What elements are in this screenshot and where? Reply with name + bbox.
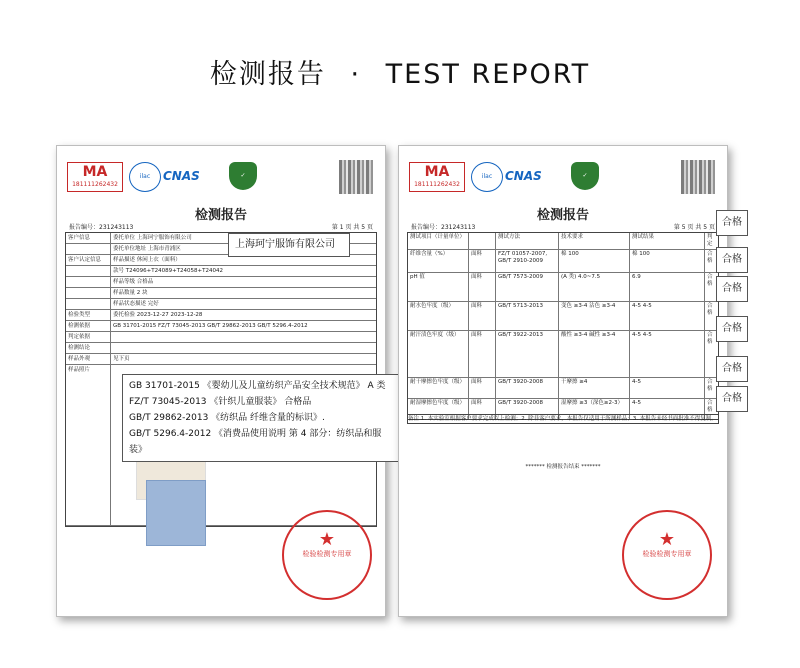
star-icon: ★	[318, 529, 336, 550]
standard-line: GB/T 5296.4-2012 《消费品使用说明 第 4 部分：纺织品和服装》	[129, 429, 382, 455]
header-cell: 技术要求	[559, 233, 630, 249]
table-row	[66, 332, 376, 343]
cell: 变色 ≥3-4 沾色 ≥3-4	[559, 302, 630, 330]
cell: 干摩擦 ≥4	[559, 378, 630, 398]
header-cell	[469, 233, 496, 249]
cell: 面料	[469, 273, 496, 301]
cell: FZ/T 01057-2007, GB/T 2910-2009	[496, 250, 559, 272]
star-icon: ★	[658, 529, 676, 550]
cell: 耐湿摩擦色牢度（级）	[408, 399, 469, 419]
cell: 4-5 4-5	[630, 331, 705, 377]
row-key: 判定依据	[66, 332, 111, 342]
cma-text: MA	[424, 164, 450, 180]
cma-logo	[409, 162, 465, 192]
e-commerce-certificate-icon: ✓	[229, 162, 257, 190]
cell: 面料	[469, 399, 496, 419]
report-number: 报告编号：231243113	[411, 224, 476, 231]
cell: 湿摩擦 ≥3（深色≥2-3）	[559, 399, 630, 419]
row-key	[66, 266, 111, 276]
cell: 4-5	[630, 399, 705, 419]
stamp-text: 检验检测专用章	[642, 550, 692, 558]
page-number: 第 1 页 共 5 页	[331, 224, 373, 231]
cell: 合格	[707, 274, 713, 287]
row-key: 检验类型	[66, 310, 111, 320]
cell: 合格	[707, 332, 713, 345]
cell: 耐干摩擦色牢度（级）	[408, 378, 469, 398]
row-key: 检测依据	[66, 321, 111, 331]
standard-line: FZ/T 73045-2013 《针织儿童服装》 合格品	[129, 397, 312, 407]
standard-line: GB/T 29862-2013 《纺织品 纤维含量的标识》.	[129, 413, 325, 423]
cell: GB/T 3922-2013	[496, 331, 559, 377]
table-row	[66, 354, 376, 365]
header-cell: 测试项目（计量单位）	[408, 233, 469, 249]
e-commerce-certificate-icon: ✓	[571, 162, 599, 190]
qr-code	[681, 160, 715, 194]
row-key	[66, 244, 111, 254]
table-row	[66, 277, 376, 288]
cell: 面料	[469, 378, 496, 398]
cma-number: 181111262432	[414, 181, 460, 188]
report-number: 报告编号：231243113	[69, 224, 134, 231]
cell: 合格	[707, 303, 713, 316]
pass-badge: 合格	[716, 276, 748, 302]
logo-row	[409, 162, 717, 198]
cell: pH 值	[408, 273, 469, 301]
cell: 面料	[469, 302, 496, 330]
cell: 4-5 4-5	[630, 302, 705, 330]
cell: 面料	[469, 331, 496, 377]
row-key: 客户信息	[66, 233, 111, 243]
row-value: 样品数量 2 块	[113, 290, 148, 296]
qr-code	[339, 160, 373, 194]
cell: GB/T 3920-2008	[496, 399, 559, 419]
results-table	[407, 232, 719, 420]
table-row	[66, 343, 376, 354]
cell: 合格	[707, 400, 713, 413]
header-cell: 测试方法	[496, 233, 559, 249]
table-header	[408, 233, 718, 250]
cell: (A 类) 4.0~7.5	[559, 273, 630, 301]
standard-line: GB 31701-2015 《婴幼儿及儿童纺织产品安全技术规范》 A 类	[129, 381, 386, 391]
cma-number: 181111262432	[72, 181, 118, 188]
report-title: 检测报告	[194, 208, 247, 223]
pass-badge: 合格	[716, 316, 748, 342]
page-number: 第 5 页 共 5 页	[673, 224, 715, 231]
cell: 6.9	[630, 273, 705, 301]
page-heading	[0, 52, 800, 91]
pass-badge: 合格	[716, 386, 748, 412]
row-value: 见下页	[113, 356, 130, 362]
table-row	[408, 302, 718, 331]
heading-en: TEST REPORT	[385, 59, 591, 90]
table-row	[66, 321, 376, 332]
row-key	[66, 299, 111, 309]
row-key: 客户认定信息	[66, 255, 111, 265]
table-row	[408, 250, 718, 273]
fabric-sample-blue	[146, 480, 206, 546]
logo-row	[67, 162, 375, 198]
row-value: 委托检验 2023-12-27 2023-12-28	[113, 312, 203, 318]
cell: 面料	[469, 250, 496, 272]
row-value: GB 31701-2015 FZ/T 73045-2013 GB/T 29862-2013 GB/T 5296.4-2012	[113, 323, 308, 329]
cell: GB/T 5713-2013	[496, 302, 559, 330]
cma-text: MA	[82, 164, 108, 180]
cell: GB/T 3920-2008	[496, 378, 559, 398]
ilac-mra-logo: ilac	[129, 162, 161, 192]
table-row	[408, 273, 718, 302]
cnas-logo: CNAS	[505, 169, 542, 183]
table-row	[408, 331, 718, 378]
cma-logo	[67, 162, 123, 192]
row-value	[111, 343, 376, 353]
row-value	[111, 332, 376, 342]
heading-dot: ·	[350, 59, 362, 90]
cell: 酸性 ≥3-4 碱性 ≥3-4	[559, 331, 630, 377]
row-value: 款号 T24096+T24089+T24058+T24042	[113, 268, 223, 274]
standards-callout	[122, 374, 400, 462]
cell: 耐汗渍色牢度（级）	[408, 331, 469, 377]
cell: 4-5	[630, 378, 705, 398]
ilac-mra-logo: ilac	[471, 162, 503, 192]
cell: 合格	[707, 379, 713, 392]
inspection-stamp	[622, 510, 712, 600]
table-row	[66, 299, 376, 310]
cell: GB/T 7573-2009	[496, 273, 559, 301]
cell: 合格	[707, 251, 713, 264]
table-row	[408, 378, 718, 399]
row-key: 样品外观	[66, 354, 111, 364]
cell: 棉 100	[559, 250, 630, 272]
row-value: 委托单位地址 上海市青浦区	[113, 246, 181, 252]
row-key: 样品照片	[66, 365, 111, 525]
report-title: 检测报告	[536, 208, 589, 223]
table-row	[66, 266, 376, 277]
report-end-line: ******* 检测报告结束 *******	[525, 464, 601, 470]
cnas-logo: CNAS	[163, 169, 200, 183]
cell: 纤维含量（%）	[408, 250, 469, 272]
pass-badge: 合格	[716, 210, 748, 236]
row-key	[66, 288, 111, 298]
table-row	[66, 310, 376, 321]
cell: 耐水色牢度（级）	[408, 302, 469, 330]
header-cell: 测试结果	[630, 233, 705, 249]
row-value: 委托单位 上海珂宁服饰有限公司	[113, 235, 192, 241]
stamp-text: 检验检测专用章	[302, 550, 352, 558]
heading-cn: 检测报告	[209, 59, 326, 90]
row-key: 检测结论	[66, 343, 111, 353]
row-value: 样品描述 休闲上衣（面料）	[113, 257, 181, 263]
row-key	[66, 277, 111, 287]
header-cell: 判定	[707, 234, 713, 247]
pass-badge: 合格	[716, 356, 748, 382]
table-row	[66, 288, 376, 299]
inspection-stamp	[282, 510, 372, 600]
row-value: 样品状态描述 完好	[113, 301, 159, 307]
remarks-box: 备注 1. 本实验室根据客户要求完成以上检测；2. 除非客户要求，本报告仅适用于所测样品；3. 本报告未经书面批准不得复制。	[407, 414, 719, 424]
pass-badge: 合格	[716, 247, 748, 273]
cell: 棉 100	[630, 250, 705, 272]
row-value: 样品等级 合格品	[113, 279, 154, 285]
company-callout: 上海珂宁服饰有限公司	[228, 233, 350, 257]
